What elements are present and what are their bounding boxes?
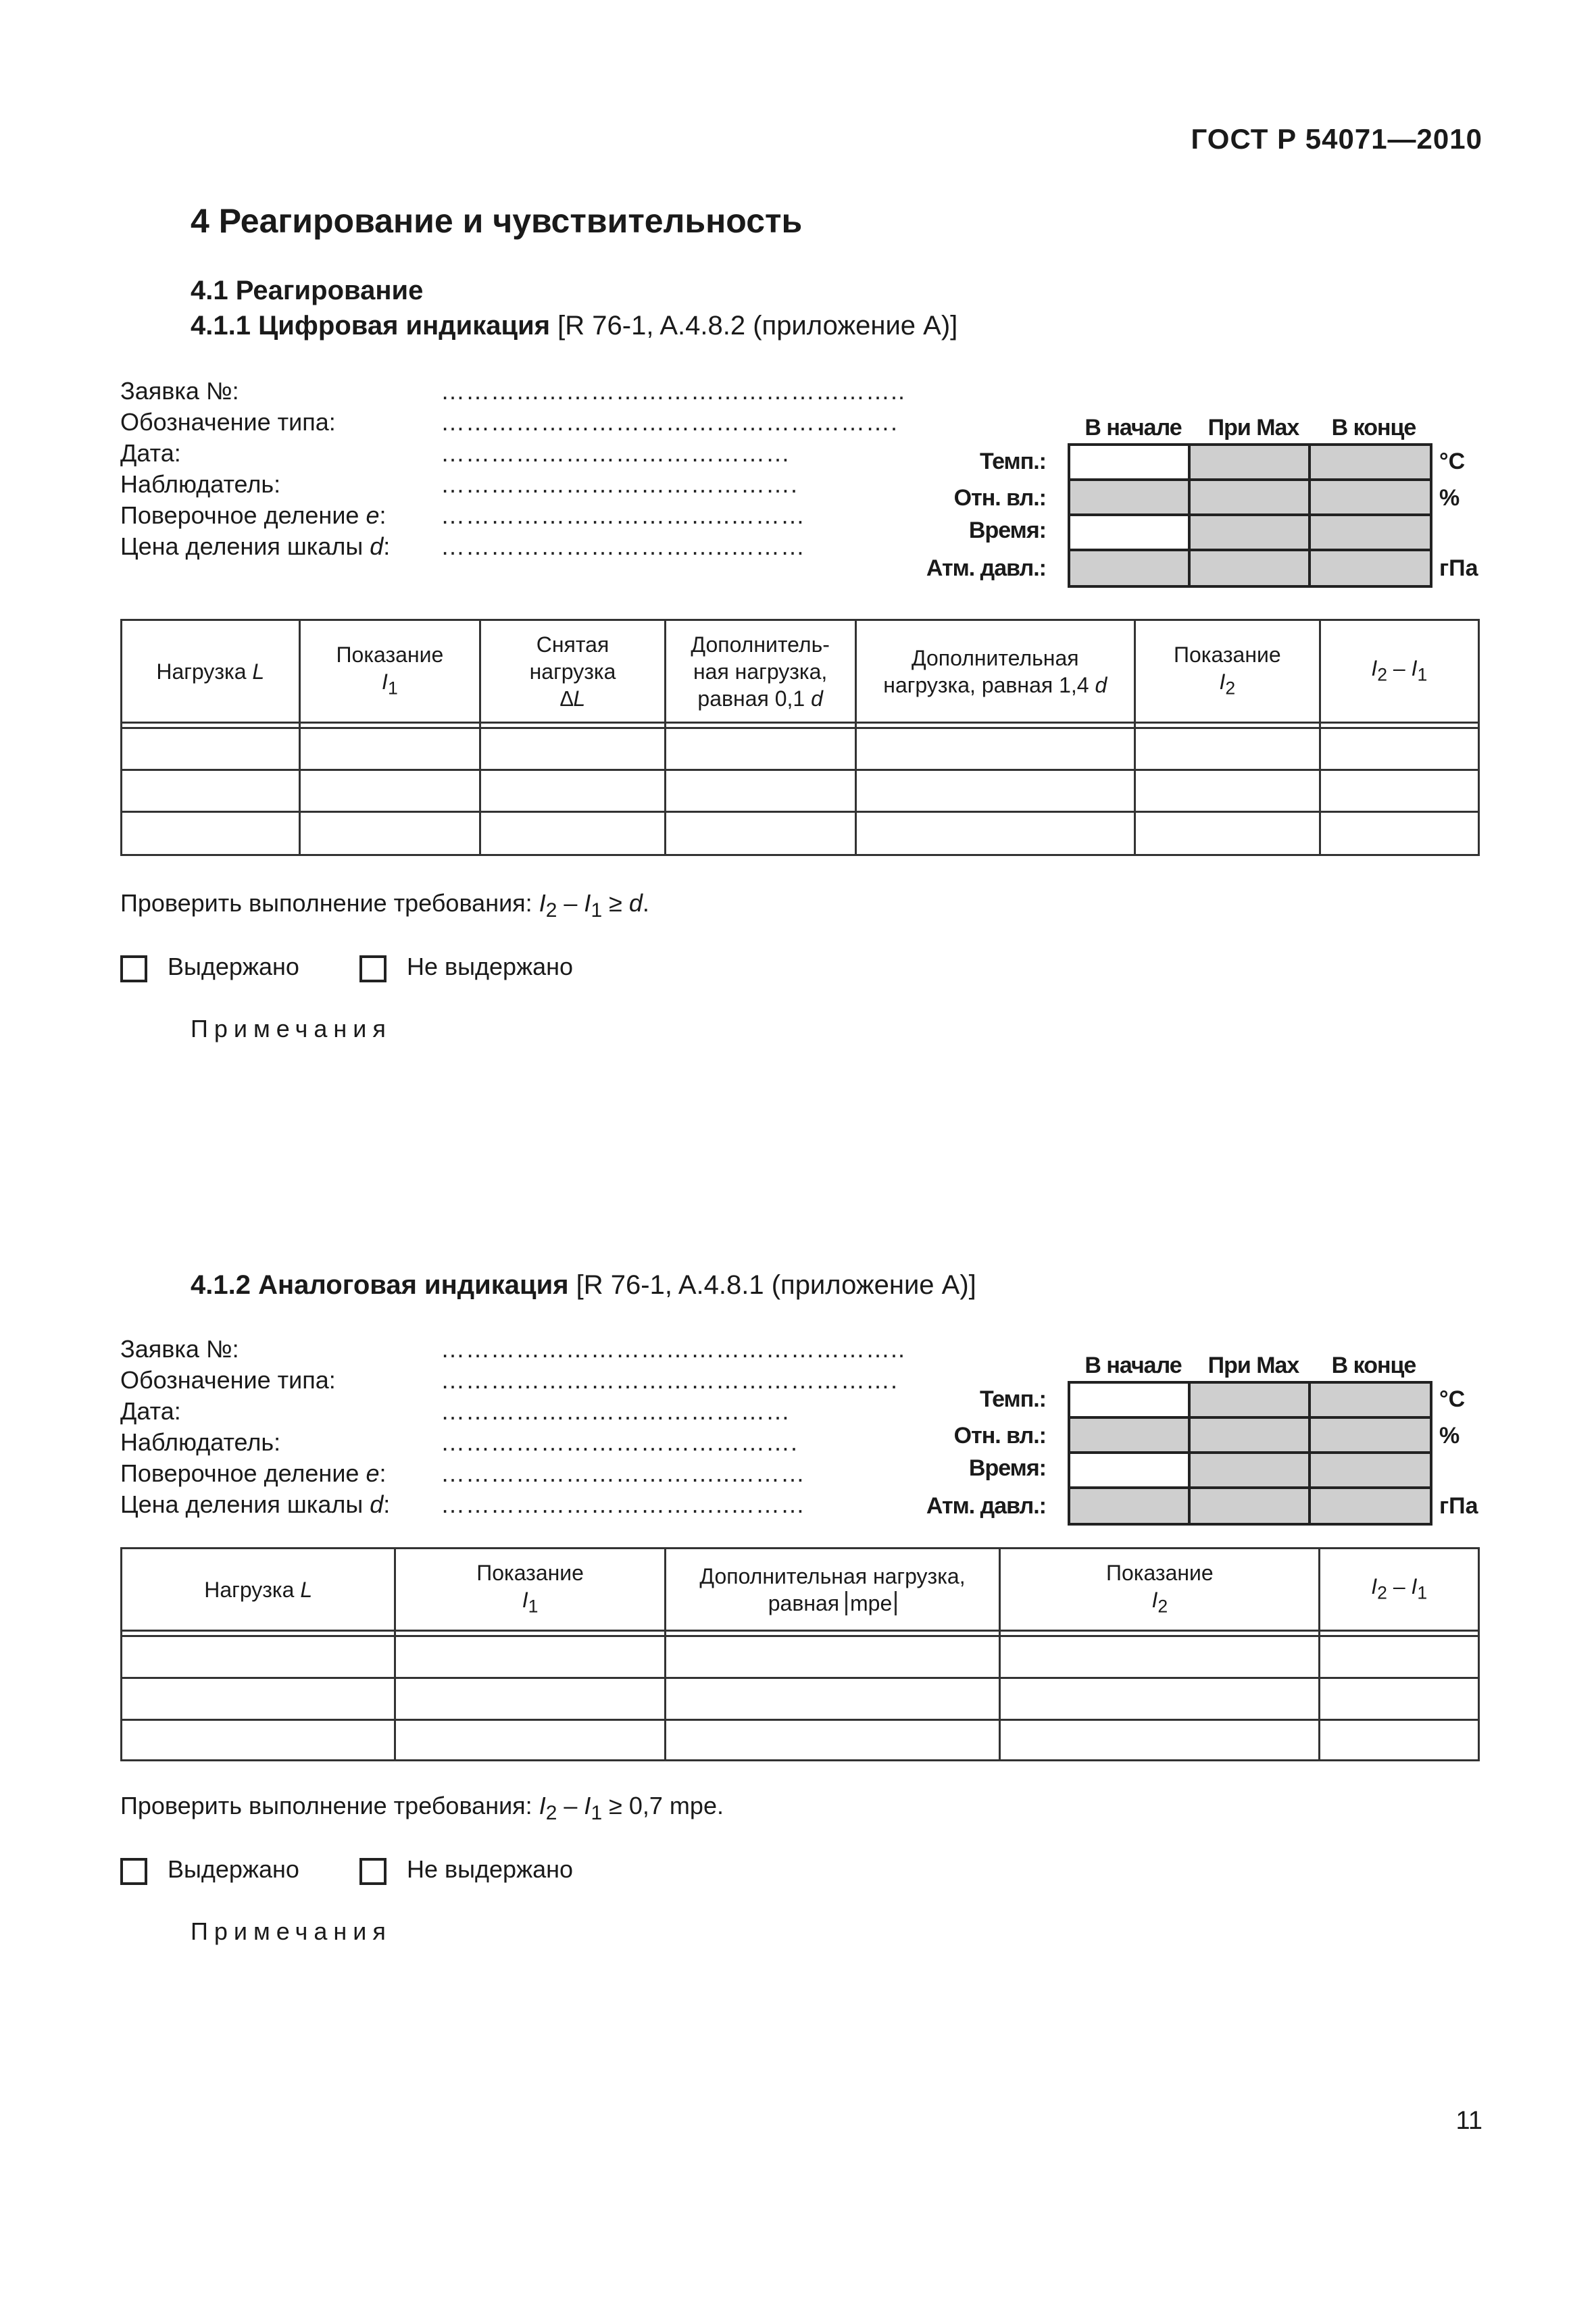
notes-label: Примечания (191, 1917, 392, 1945)
table-row[interactable] (122, 1636, 1479, 1678)
analog-title (191, 1270, 976, 1301)
env-label-humidity: Отн. вл.: (953, 1423, 1046, 1449)
table-row[interactable] (122, 1678, 1479, 1720)
env-cell (1068, 1486, 1191, 1526)
env-col-end: В конце (1331, 415, 1416, 441)
digital-results-table (120, 619, 1480, 856)
table-spacer-row (122, 1631, 1479, 1636)
col-reading1: Показание $I_1$ (395, 1549, 665, 1631)
env-cell (1068, 478, 1191, 516)
col-diff: $I_2 - I_1$ (1320, 1549, 1479, 1631)
failed-checkbox[interactable] (359, 1858, 386, 1885)
field-label: Заявка №: (120, 377, 239, 405)
env-col-end: В конце (1331, 1353, 1416, 1378)
failed-label: Не выдержано (407, 953, 574, 980)
env-cell[interactable] (1068, 1381, 1191, 1419)
env-cell (1308, 443, 1432, 481)
notes-label: Примечания (191, 1015, 392, 1042)
digital-requirement: Проверить выполнение требования: $I_2 - I_1 \ge d$. (120, 889, 649, 922)
table-row[interactable] (122, 770, 1479, 812)
env-cell (1308, 1451, 1432, 1489)
analog-title-ref: [R 76-1, A.4.8.1 (приложение А)] (568, 1270, 976, 1300)
field-label: Цена деления шкалы d: (120, 532, 391, 560)
col-load: Нагрузка L (122, 620, 300, 723)
env-col-start: В начале (1084, 415, 1182, 441)
field-dots[interactable]: ……………………………..……… (441, 501, 806, 529)
table-row[interactable] (122, 812, 1479, 855)
env-cell[interactable] (1068, 443, 1191, 481)
table-row[interactable] (122, 728, 1479, 770)
env-cell (1308, 549, 1432, 588)
env-unit-pressure: гПа (1439, 555, 1478, 581)
env-cell (1188, 1416, 1311, 1454)
table-header-row (122, 1549, 1479, 1631)
passed-label: Выдержано (168, 953, 299, 980)
field-label: Наблюдатель: (120, 1428, 281, 1456)
col-reading1: Показание $I_1$ (299, 620, 480, 723)
env-cell (1188, 1486, 1311, 1526)
field-label: Наблюдатель: (120, 470, 281, 498)
env-cell[interactable] (1068, 513, 1191, 551)
col-add-14d: Дополнительная нагрузка, равная 1,4 d (855, 620, 1134, 723)
env-cell (1188, 478, 1311, 516)
env-label-temp: Темп.: (980, 1386, 1046, 1412)
env-cell (1188, 1451, 1311, 1489)
col-add-01d: Дополнитель- ная нагрузка, равная 0,1 d (665, 620, 855, 723)
field-label: Поверочное деление e: (120, 1459, 386, 1487)
page-number: 11 (1455, 2107, 1482, 2135)
env-cell (1188, 549, 1311, 588)
field-dots[interactable]: …………………………………… (441, 1397, 791, 1425)
env-label-temp: Темп.: (980, 449, 1046, 474)
failed-label: Не выдержано (407, 1855, 574, 1883)
field-dots[interactable]: ……………………………..……… (441, 1490, 806, 1518)
env-unit-temp: °С (1439, 449, 1466, 474)
analog-requirement: Проверить выполнение требования: $I_2 - I_1 \ge 0,7$ mpe. (120, 1792, 724, 1825)
env-cell (1308, 1381, 1432, 1419)
col-load: Нагрузка L (122, 1549, 395, 1631)
col-add-mpe: Дополнительная нагрузка, равная mpe (665, 1549, 999, 1631)
env-cell (1308, 478, 1432, 516)
env-cell (1188, 443, 1311, 481)
col-diff: $I_2 - I_1$ (1320, 620, 1478, 723)
section-title: 4 Реагирование и чувствительность (191, 202, 803, 240)
failed-checkbox[interactable] (359, 955, 386, 982)
digital-title-ref: [R 76-1, A.4.8.2 (приложение А)] (550, 311, 958, 341)
col-removed-load: Снятая нагрузка ∆L (480, 620, 666, 723)
env-cell (1308, 1416, 1432, 1454)
field-label: Дата: (120, 1397, 181, 1425)
field-dots[interactable]: ……………………………………………….. (441, 1335, 906, 1363)
analog-title-bold: 4.1.2 Аналоговая индикация (191, 1270, 569, 1300)
env-cell[interactable] (1068, 1451, 1191, 1489)
env-label-humidity: Отн. вл.: (953, 485, 1046, 511)
field-dots[interactable]: ………………………………………………. (441, 408, 899, 436)
env-unit-temp: °С (1439, 1386, 1466, 1412)
field-dots[interactable]: ……………………………..……… (441, 532, 806, 560)
env-cell (1188, 513, 1311, 551)
analog-results-table (120, 1547, 1480, 1761)
passed-checkbox[interactable] (120, 955, 147, 982)
env-cell (1188, 1381, 1311, 1419)
col-reading2: Показание $I_2$ (1000, 1549, 1320, 1631)
field-label: Обозначение типа: (120, 408, 336, 436)
env-unit-pressure: гПа (1439, 1493, 1478, 1519)
field-dots[interactable]: ……………………………………. (441, 470, 799, 498)
env-cell (1068, 549, 1191, 588)
standard-number: ГОСТ Р 54071—2010 (1191, 123, 1482, 155)
field-dots[interactable]: ……………………………..……… (441, 1459, 806, 1487)
field-dots[interactable]: ……………………………………………….. (441, 377, 906, 405)
passed-label: Выдержано (168, 1855, 299, 1883)
field-label: Заявка №: (120, 1335, 239, 1363)
field-dots[interactable]: ……………………………………. (441, 1428, 799, 1456)
field-label: Обозначение типа: (120, 1366, 336, 1394)
digital-title-bold: 4.1.1 Цифровая индикация (191, 311, 551, 341)
subsection-title: 4.1 Реагирование (191, 276, 424, 305)
table-header-row (122, 620, 1479, 723)
env-unit-humidity: % (1439, 485, 1460, 511)
field-dots[interactable]: …………………………………… (441, 439, 791, 467)
env-col-start: В начале (1084, 1353, 1182, 1378)
env-col-max: При Max (1207, 1353, 1299, 1378)
env-col-max: При Max (1207, 415, 1299, 441)
env-cell (1068, 1416, 1191, 1454)
env-cell (1308, 513, 1432, 551)
table-spacer-row (122, 723, 1479, 728)
table-row[interactable] (122, 1720, 1479, 1761)
env-cell (1308, 1486, 1432, 1526)
digital-title (191, 311, 957, 341)
env-label-time: Время: (968, 1455, 1046, 1481)
env-label-time: Время: (968, 518, 1046, 543)
field-dots[interactable]: ………………………………………………. (441, 1366, 899, 1394)
field-label: Дата: (120, 439, 181, 467)
env-label-pressure: Атм. давл.: (926, 1493, 1046, 1519)
field-label: Цена деления шкалы d: (120, 1490, 391, 1518)
col-reading2: Показание $I_2$ (1135, 620, 1320, 723)
env-label-pressure: Атм. давл.: (926, 555, 1046, 581)
env-unit-humidity: % (1439, 1423, 1460, 1449)
field-label: Поверочное деление e: (120, 501, 386, 529)
passed-checkbox[interactable] (120, 1858, 147, 1885)
